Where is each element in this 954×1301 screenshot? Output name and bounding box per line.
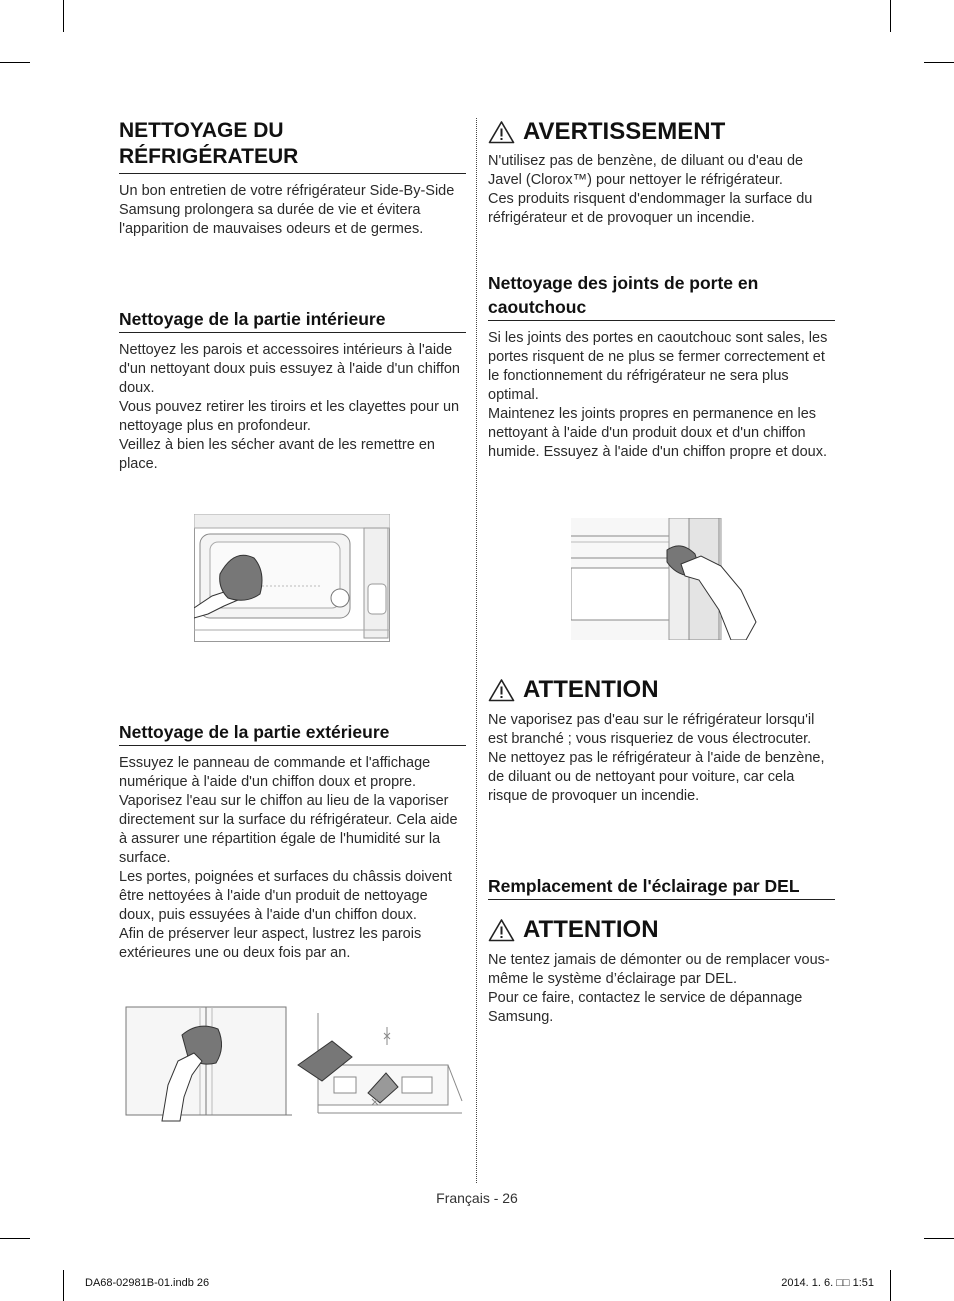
crop-mark [890, 1270, 891, 1301]
print-file-info: DA68-02981B-01.indb 26 [85, 1277, 210, 1289]
exterior-cleaning-illustration [122, 1005, 467, 1127]
intro-text: Un bon entretien de votre réfrigérateur Side-By-Side Samsung prolongera sa durée de vie et évitera l'apparition de mauvaises odeurs et de germes. [119, 183, 455, 237]
gaskets-heading: Nettoyage des joints de porte en caoutchouc [488, 271, 835, 321]
warning-text-1: N'utilisez pas de benzène, de diluant ou d'eau de Javel (Clorox™) pour nettoyer le réfrigérateur. [488, 153, 804, 188]
warning-title-text: AVERTISSEMENT [523, 118, 726, 145]
warning-text-2: Ces produits risquent d'endommager la surface du réfrigérateur et de provoquer un incendie. [488, 191, 813, 226]
exterior-text-1: Essuyez le panneau de commande et l'affichage numérique à l'aide d'un chiffon doux et propre. Vaporisez l'eau sur le chiffon au lieu de la vaporiser directement sur la surface du réfrigérateur. Cela aide à assurer une répartition égale de l'humidité sur la surface. [119, 755, 458, 866]
attention-title-1 [488, 676, 835, 704]
attention-title-2 [488, 916, 835, 944]
print-date-info: 2014. 1. 6. □□ 1:51 [781, 1277, 874, 1289]
attention-title-1-text: ATTENTION [523, 676, 659, 703]
interior-text-2: Vous pouvez retirer les tiroirs et les clayettes pour un nettoyage plus en profondeur. [119, 399, 460, 434]
exterior-section [119, 720, 466, 963]
page-number: Français - 26 [436, 1190, 518, 1206]
warning-title [488, 118, 835, 146]
interior-text-3: Veillez à bien les sécher avant de les remettre en place. [119, 437, 435, 472]
page-title: NETTOYAGE DU RÉFRIGÉRATEUR [119, 118, 466, 174]
warning-triangle-icon [488, 120, 515, 144]
interior-text-1: Nettoyez les parois et accessoires intérieurs à l'aide d'un nettoyant doux puis essuyez à l'aide d'un chiffon doux. [119, 342, 460, 396]
attention-section-1 [488, 676, 835, 806]
exterior-heading: Nettoyage de la partie extérieure [119, 720, 466, 746]
interior-cleaning-illustration [194, 514, 390, 642]
led-section [488, 874, 835, 1027]
gaskets-text-1: Si les joints des portes en caoutchouc sont sales, les portes risquent de ne plus se fermer correctement et le fonctionnement du réfrigérateur ne sera plus optimal. [488, 330, 828, 403]
warning-triangle-icon [488, 678, 515, 702]
right-column [488, 118, 835, 462]
led-heading: Remplacement de l'éclairage par DEL [488, 874, 835, 900]
column-divider [476, 118, 477, 1183]
crop-mark [924, 1238, 954, 1239]
crop-mark [0, 1238, 30, 1239]
attention-1-text-1: Ne vaporisez pas d'eau sur le réfrigérateur lorsqu'il est branché ; vous risqueriez de vous électrocuter. [488, 712, 815, 747]
warning-triangle-icon [488, 918, 515, 942]
left-column [119, 118, 466, 474]
attention-2-text-2: Pour ce faire, contactez le service de dépannage Samsung. [488, 990, 803, 1025]
gasket-cleaning-illustration [571, 518, 771, 640]
crop-mark [63, 1270, 64, 1301]
interior-heading: Nettoyage de la partie intérieure [119, 307, 466, 333]
crop-mark [890, 0, 891, 32]
crop-mark [0, 62, 30, 63]
exterior-text-3: Afin de préserver leur aspect, lustrez les parois extérieures une ou deux fois par an. [119, 926, 422, 961]
attention-2-text-1: Ne tentez jamais de démonter ou de remplacer vous-même le système d’éclairage par DEL. [488, 952, 830, 987]
gaskets-text-2: Maintenez les joints propres en permanence en les nettoyant à l'aide d'un produit doux et d'un chiffon humide. Essuyez à l'aide d'un chiffon propre et doux. [488, 406, 827, 460]
attention-1-text-2: Ne nettoyez pas le réfrigérateur à l'aide de benzène, de diluant ou de nettoyant pour voiture, car cela risque de provoquer un incendie. [488, 750, 825, 804]
attention-title-2-text: ATTENTION [523, 916, 659, 943]
crop-mark [63, 0, 64, 32]
exterior-text-2: Les portes, poignées et surfaces du châssis doivent être nettoyées à l'aide d'un produit de nettoyage doux, puis essuyées à l'aide d'un chiffon doux. [119, 869, 452, 923]
crop-mark [924, 62, 954, 63]
